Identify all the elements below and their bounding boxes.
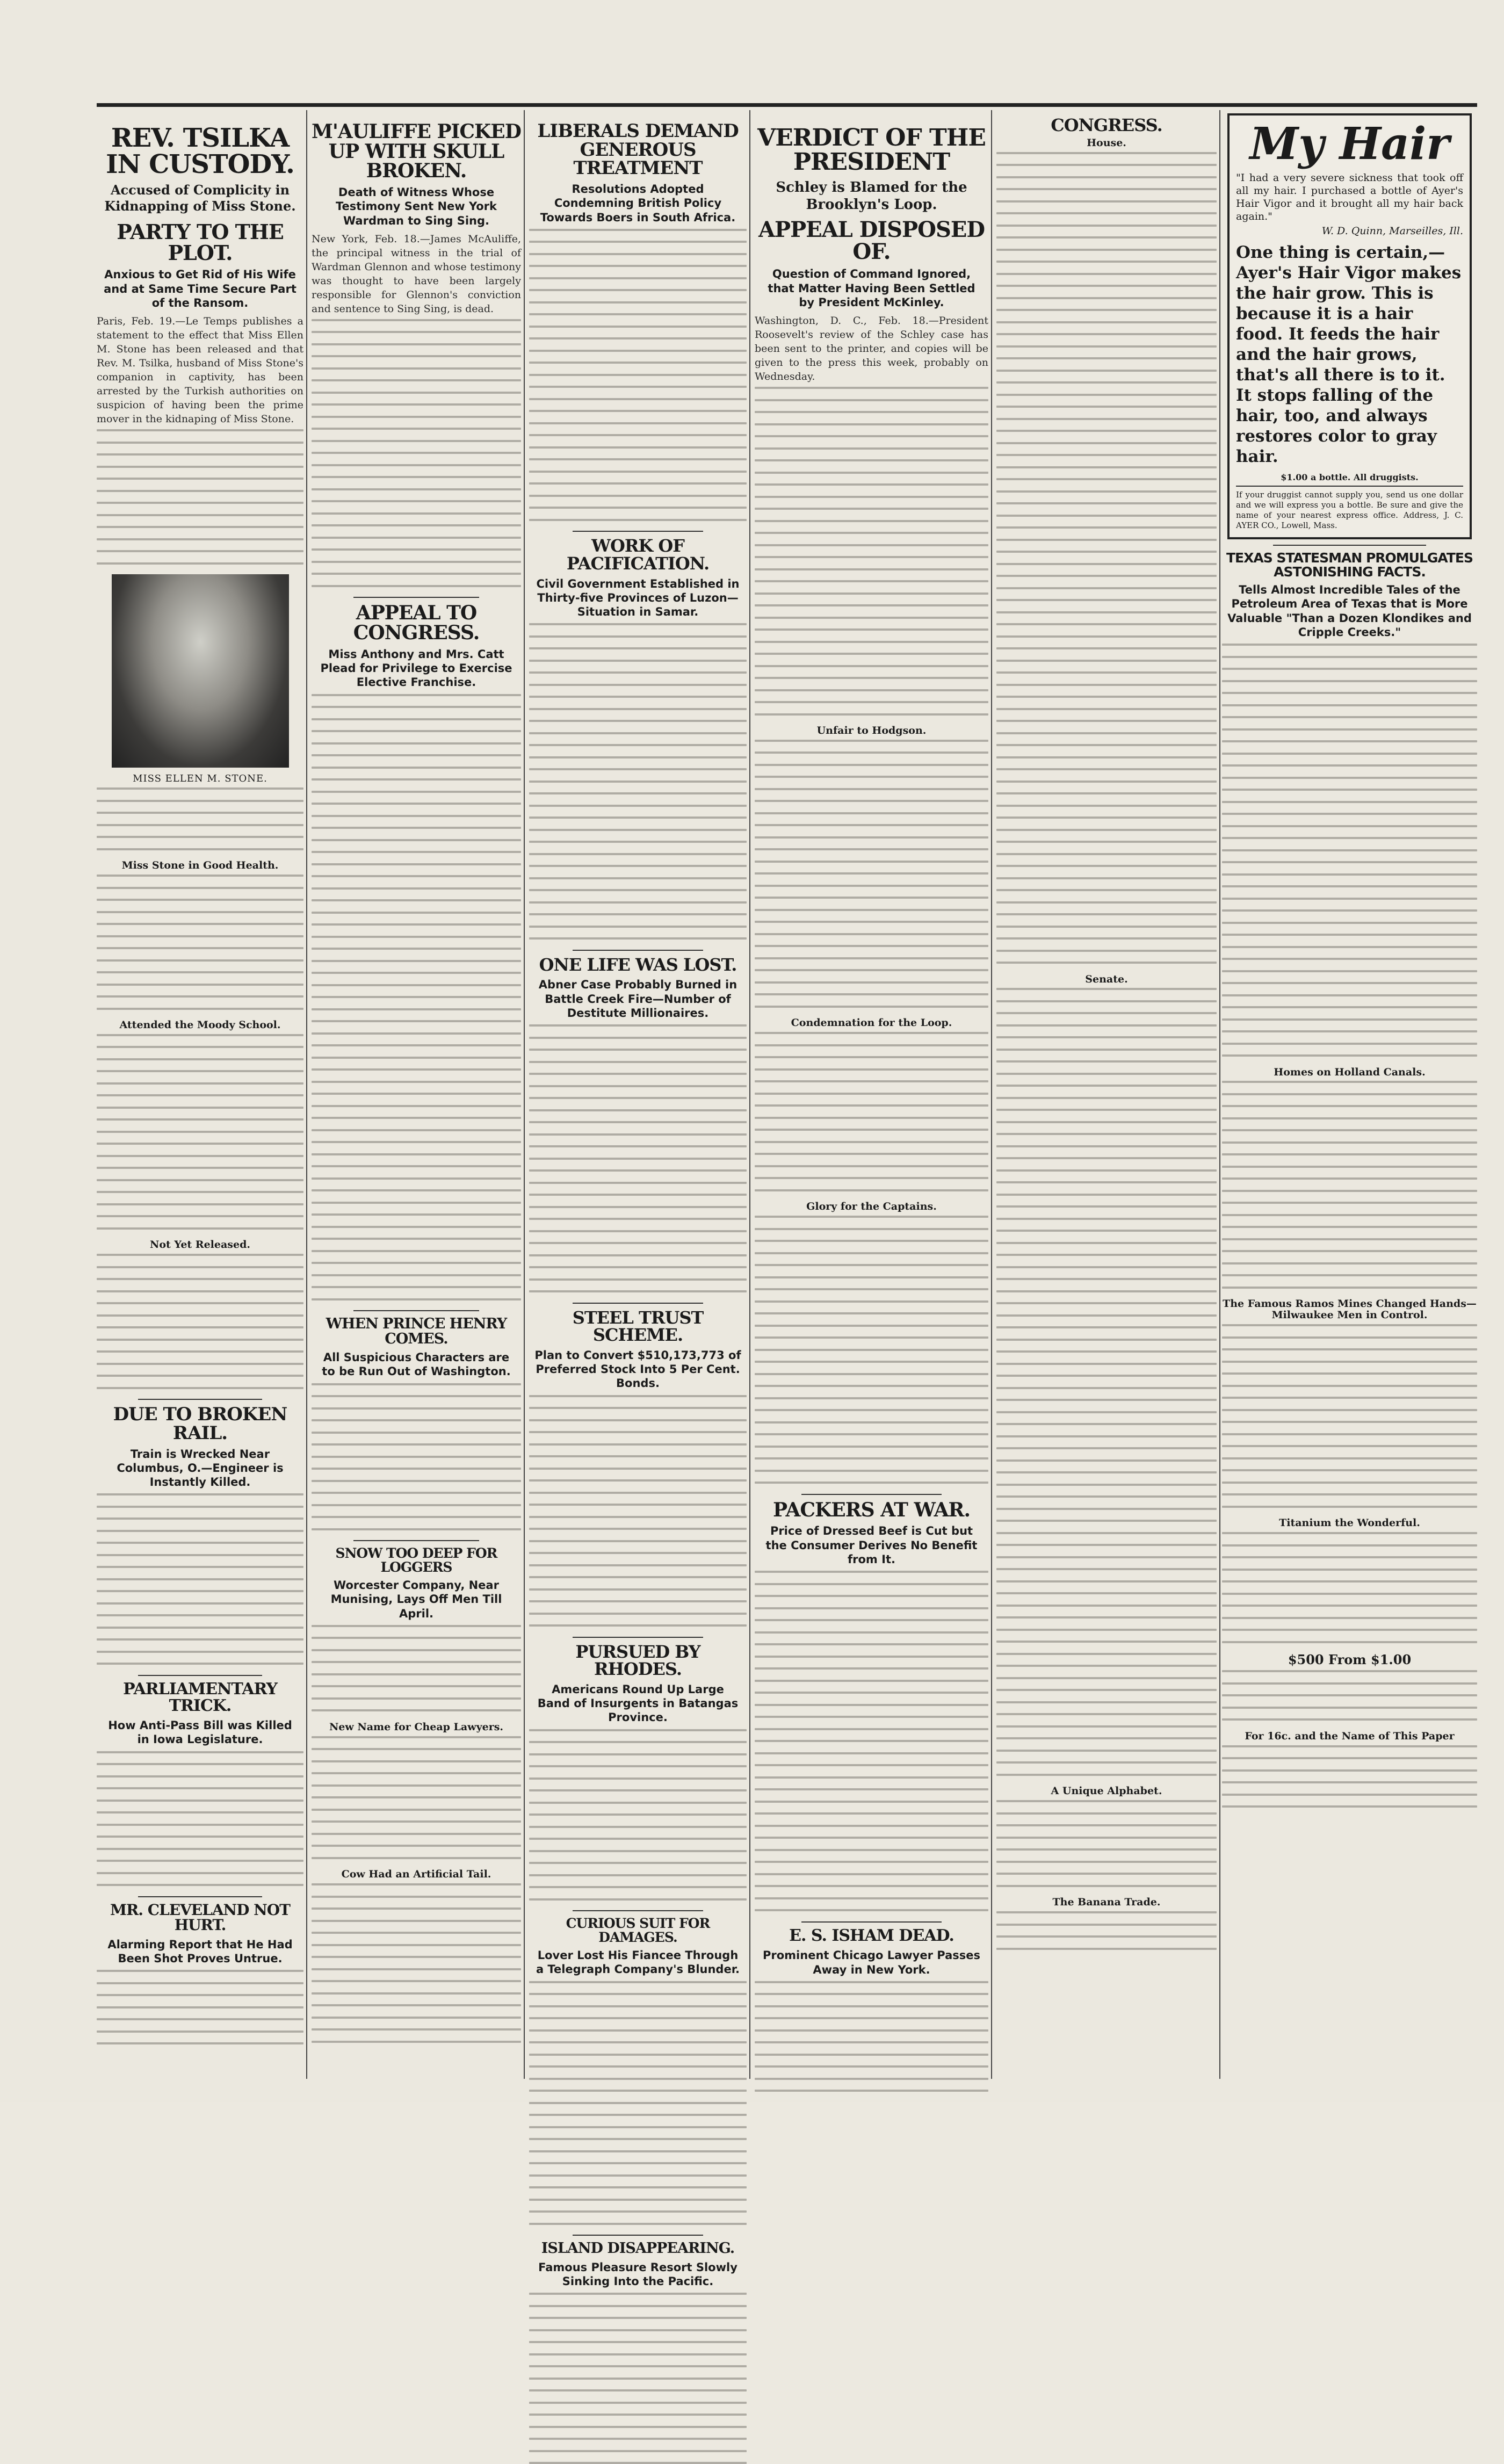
deck: Tells Almost Incredible Tales of the Petroleum Area of Texas that is More Valuable "Than a Dozen Klondikes and Cripple Creeks." bbox=[1227, 583, 1472, 639]
divider bbox=[573, 1637, 703, 1638]
section-subhead: Senate. bbox=[1085, 973, 1128, 985]
column-rule bbox=[524, 110, 525, 2079]
article-body bbox=[312, 1625, 521, 1712]
article-body bbox=[97, 1254, 303, 1389]
headline: PARLIAMENTARY TRICK. bbox=[123, 1679, 277, 1715]
article-body bbox=[1222, 1324, 1477, 1508]
section-subhead: Cow Had an Artificial Tail. bbox=[341, 1868, 491, 1881]
article-lead: New York, Feb. 18.—James McAuliffe, the principal witness in the trial of Wardman Glennon and whose testimony was thought to have been largely responsible for Glennon's conviction and sentence to Sing Sing, is dead. bbox=[312, 233, 521, 315]
deck: Miss Anthony and Mrs. Catt Plead for Privilege to Exercise Elective Franchise. bbox=[320, 647, 512, 689]
column-5 bbox=[996, 110, 1217, 2079]
article-body bbox=[755, 740, 988, 1008]
ad-body: One thing is certain,—Ayer's Hair Vigor makes the hair grow. This is because it is a hair food. It feeds the hair and the hair grows, that's all there is to it. It stops falling of the hair, too, and always restores color to gray hair. bbox=[1236, 243, 1462, 466]
section-subhead: Unfair to Hodgson. bbox=[816, 725, 927, 737]
deck: Plan to Convert $510,173,773 of Preferred Stock Into 5 Per Cent. Bonds. bbox=[534, 1348, 741, 1390]
article-body bbox=[755, 1571, 988, 1911]
subhead: PARTY TO THE PLOT. bbox=[117, 219, 284, 265]
headline: MR. CLEVELAND NOT HURT. bbox=[110, 1901, 290, 1934]
divider bbox=[573, 1303, 703, 1304]
deck: Prominent Chicago Lawyer Passes Away in New York. bbox=[763, 1949, 980, 1976]
column-1 bbox=[97, 110, 303, 2079]
headline: WHEN PRINCE HENRY COMES. bbox=[326, 1316, 507, 1347]
deck: Death of Witness Whose Testimony Sent New York Wardman to Sing Sing. bbox=[336, 186, 497, 227]
headline: WORK OF PACIFICATION. bbox=[566, 536, 710, 574]
deck: Resolutions Adopted Condemning British Policy Towards Boers in South Africa. bbox=[540, 183, 736, 224]
headline: M'AULIFFE PICKED UP WITH SKULL BROKEN. bbox=[312, 120, 521, 183]
hair-vigor-advertisement bbox=[1227, 113, 1472, 539]
subdeck: Anxious to Get Rid of His Wife and at Same Time Secure Part of the Ransom. bbox=[104, 268, 297, 309]
article-body bbox=[755, 387, 988, 716]
article-body bbox=[312, 1883, 521, 2043]
deck: Americans Round Up Large Band of Insurgents in Batangas Province. bbox=[537, 1682, 739, 1724]
divider bbox=[353, 597, 479, 598]
deck: Worcester Company, Near Munising, Lays Off Men Till April. bbox=[330, 1579, 502, 1620]
section-subhead: A Unique Alphabet. bbox=[1051, 1785, 1162, 1797]
deck: Accused of Complicity in Kidnapping of Miss Stone. bbox=[104, 182, 296, 214]
column-4 bbox=[755, 110, 988, 2079]
column-rule bbox=[991, 110, 992, 2079]
article-body bbox=[97, 787, 303, 850]
article-body bbox=[529, 1024, 747, 1292]
column-6 bbox=[1222, 110, 1477, 2079]
article-body bbox=[996, 988, 1217, 1776]
article-body bbox=[1222, 1745, 1477, 1808]
section-subhead: Condemnation for the Loop. bbox=[791, 1017, 952, 1029]
section-subhead: House. bbox=[1087, 136, 1126, 149]
column-rule bbox=[1219, 110, 1220, 2079]
article-body bbox=[312, 1383, 521, 1530]
headline: TEXAS STATESMAN PROMULGATES ASTONISHING FACTS. bbox=[1226, 550, 1473, 580]
divider bbox=[353, 1540, 479, 1541]
divider bbox=[138, 1399, 262, 1400]
classified-ad: $500 From $1.00 bbox=[1288, 1652, 1412, 1668]
article-body bbox=[97, 429, 303, 565]
section-subhead: Homes on Holland Canals. bbox=[1274, 1066, 1426, 1078]
deck: Alarming Report that He Had Been Shot Proves Untrue. bbox=[107, 1938, 293, 1965]
headline: VERDICT OF THE PRESIDENT bbox=[757, 124, 986, 176]
section-subhead: The Banana Trade. bbox=[1052, 1896, 1161, 1909]
article-lead: Washington, D. C., Feb. 18.—President Roosevelt's review of the Schley case has been sent to the printer, and copies will be given to the press this week, probably on Wednesday. bbox=[755, 315, 988, 383]
article-body bbox=[529, 1395, 747, 1627]
article-body bbox=[529, 2293, 747, 2464]
divider bbox=[573, 950, 703, 951]
subhead: APPEAL DISPOSED OF. bbox=[758, 216, 985, 264]
article-body bbox=[97, 875, 303, 1010]
article-body bbox=[1222, 1532, 1477, 1643]
section-subhead: Miss Stone in Good Health. bbox=[121, 859, 279, 872]
article-body bbox=[529, 623, 747, 940]
headline: SNOW TOO DEEP FOR LOGGERS bbox=[335, 1545, 497, 1575]
article-body bbox=[97, 1493, 303, 1665]
deck: Schley is Blamed for the Brooklyn's Loop. bbox=[776, 179, 967, 213]
article-body bbox=[755, 1216, 988, 1484]
column-rule bbox=[306, 110, 307, 2079]
divider bbox=[138, 1675, 262, 1676]
headline: CURIOUS SUIT FOR DAMAGES. bbox=[566, 1916, 710, 1945]
headline: LIBERALS DEMAND GENEROUS TREATMENT bbox=[537, 120, 739, 179]
subdeck: Question of Command Ignored, that Matter Having Been Settled by President McKinley. bbox=[768, 268, 975, 309]
ad-quote: "I had a very severe sickness that took off all my hair. I purchased a bottle of Ayer's Hair Vigor and it brought all my hair back again." bbox=[1236, 172, 1463, 222]
section-subhead: New Name for Cheap Lawyers. bbox=[329, 1721, 504, 1733]
section-subhead: Glory for the Captains. bbox=[806, 1201, 937, 1213]
headline: ISLAND DISAPPEARING. bbox=[541, 2240, 735, 2257]
portrait-image bbox=[112, 574, 289, 768]
divider bbox=[573, 531, 703, 532]
deck: Train is Wrecked Near Columbus, O.—Engineer is Instantly Killed. bbox=[117, 1447, 284, 1489]
article-body bbox=[996, 152, 1217, 964]
divider bbox=[138, 1896, 262, 1897]
section-subhead: Attended the Moody School. bbox=[119, 1019, 281, 1031]
section-subhead: Titanium the Wonderful. bbox=[1279, 1517, 1420, 1529]
divider bbox=[801, 1921, 942, 1923]
article-body bbox=[529, 1729, 747, 1901]
headline: STEEL TRUST SCHEME. bbox=[572, 1307, 704, 1346]
divider bbox=[573, 2235, 703, 2236]
deck: All Suspicious Characters are to be Run Out of Washington. bbox=[322, 1351, 511, 1378]
article-body bbox=[97, 1970, 303, 2044]
divider bbox=[801, 1494, 942, 1495]
deck: Abner Case Probably Burned in Battle Creek Fire—Number of Destitute Millionaires. bbox=[538, 978, 737, 1020]
column-3 bbox=[529, 110, 747, 2288]
ad-signature: W. D. Quinn, Marseilles, Ill. bbox=[1321, 225, 1463, 237]
article-body bbox=[312, 1736, 521, 1859]
section-subhead: Not Yet Released. bbox=[149, 1239, 250, 1251]
article-body bbox=[312, 319, 521, 587]
article-body bbox=[996, 1800, 1217, 1887]
ad-footer: If your druggist cannot supply you, send us one dollar and we will express you a bottle. Be sure and give the name of your nearest express office. Address, J. C. AYER CO., Lowell, Mass. bbox=[1236, 486, 1463, 531]
masthead-rule bbox=[97, 103, 1477, 107]
headline: PURSUED BY RHODES. bbox=[575, 1641, 700, 1680]
article-body bbox=[755, 1032, 988, 1191]
photo-caption: MISS ELLEN M. STONE. bbox=[133, 773, 267, 785]
classified-ad: For 16c. and the Name of This Paper bbox=[1245, 1730, 1455, 1742]
article-body bbox=[996, 1911, 1217, 1950]
column-rule bbox=[749, 110, 750, 2079]
divider bbox=[573, 1910, 703, 1911]
article-lead: Paris, Feb. 19.—Le Temps publishes a statement to the effect that Miss Ellen M. Stone has been released and that Rev. M. Tsilka, husband of Miss Stone's companion in captivity, has been arrested by the Turkish authorities on suspicion of having been the prime mover in the kidnaping of Miss Stone. bbox=[97, 315, 303, 425]
article-body bbox=[1222, 1670, 1477, 1721]
section-subhead: The Famous Ramos Mines Changed Hands—Milwaukee Men in Control. bbox=[1223, 1298, 1477, 1321]
ad-title: My Hair bbox=[1249, 118, 1450, 170]
headline: REV. TSILKA IN CUSTODY. bbox=[106, 123, 294, 179]
deck: Civil Government Established in Thirty-five Provinces of Luzon—Situation in Samar. bbox=[536, 577, 740, 619]
article-body bbox=[312, 694, 521, 1300]
ad-price: $1.00 a bottle. All druggists. bbox=[1281, 472, 1419, 482]
divider bbox=[1273, 545, 1426, 546]
column-2 bbox=[312, 110, 521, 2079]
headline: ONE LIFE WAS LOST. bbox=[539, 954, 737, 975]
article-body bbox=[97, 1751, 303, 1887]
deck: Price of Dressed Beef is Cut but the Consumer Derives No Benefit from It. bbox=[765, 1524, 978, 1566]
divider bbox=[353, 1310, 479, 1311]
headline: E. S. ISHAM DEAD. bbox=[789, 1926, 954, 1945]
article-body bbox=[529, 229, 747, 521]
article-body bbox=[1222, 644, 1477, 1057]
headline: CONGRESS. bbox=[1051, 115, 1162, 135]
deck: Famous Pleasure Resort Slowly Sinking Into the Pacific. bbox=[538, 2260, 737, 2288]
deck: Lover Lost His Fiancee Through a Telegraph Company's Blunder. bbox=[536, 1949, 740, 1976]
article-body bbox=[1222, 1081, 1477, 1289]
headline: PACKERS AT WAR. bbox=[772, 1498, 970, 1521]
headline: APPEAL TO CONGRESS. bbox=[353, 602, 480, 645]
headline: DUE TO BROKEN RAIL. bbox=[113, 1404, 287, 1444]
article-body bbox=[97, 1034, 303, 1230]
deck: How Anti-Pass Bill was Killed in Iowa Legislature. bbox=[108, 1719, 292, 1746]
article-body bbox=[529, 1981, 747, 2225]
article-body bbox=[755, 1981, 988, 2092]
